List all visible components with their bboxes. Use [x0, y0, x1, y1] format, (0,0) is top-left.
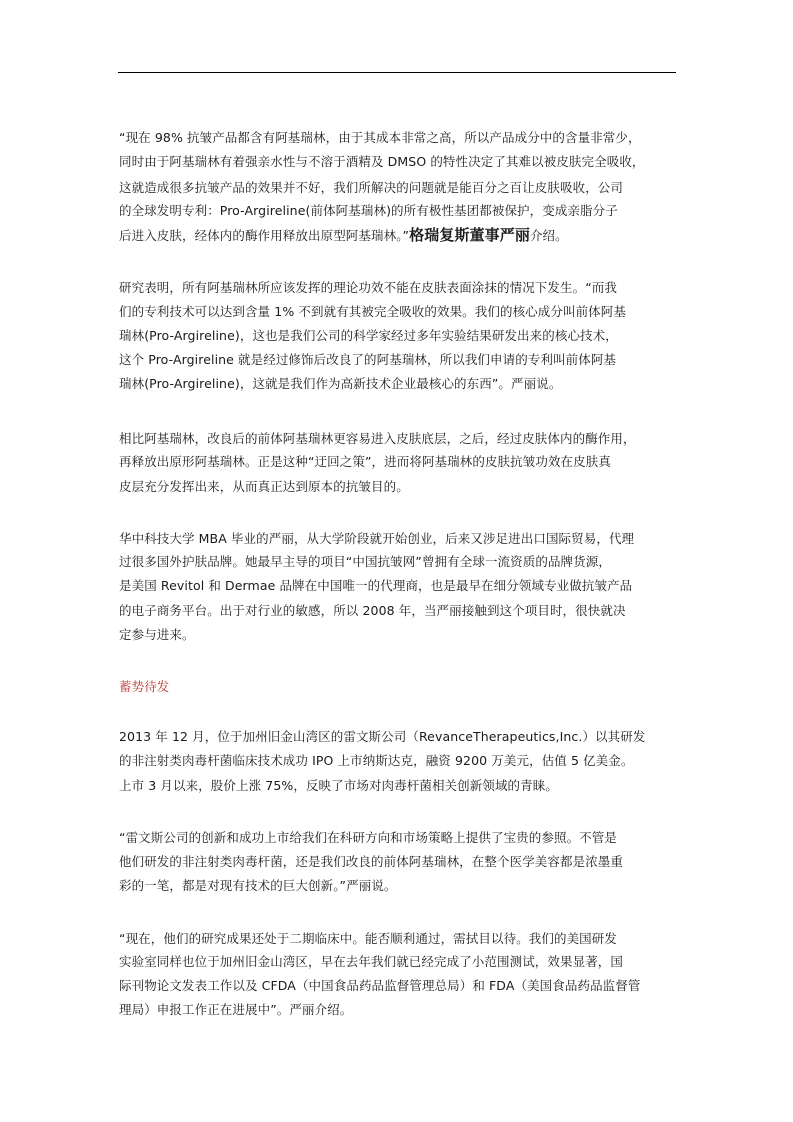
header-rule	[118, 72, 676, 73]
paragraph-5-line-1: 2013 年 12 月，位于加州旧金山湾区的雷文斯公司（RevanceTherapeutics,Inc.）以其研发	[119, 729, 646, 744]
paragraph-3-line-1: 相比阿基瑞林，改良后的前体阿基瑞林更容易进入皮肤底层，之后，经过皮肤体内的酶作用，	[119, 431, 636, 446]
paragraph-2-line-2: 们的专利技术可以达到含量 1% 不到就有其被完全吸收的效果。我们的核心成分叫前体阿基	[119, 304, 626, 319]
paragraph-4-line-2: 过很多国外护肤品牌。她最早主导的项目“中国抗皱网”曾拥有全球一流资质的品牌货源，	[119, 554, 611, 569]
paragraph-2-line-4: 这个 Pro-Argireline 就是经过修饰后改良了的阿基瑞林，所以我们申请的专利叫前体阿基	[119, 352, 617, 367]
paragraph-1-line-4: 的全球发明专利：Pro-Argireline(前体阿基瑞林)的所有极性基团都被保护，变成亲脂分子	[119, 203, 618, 218]
paragraph-2-line-3: 瑞林(Pro-Argireline)，这也是我们公司的科学家经过多年实验结果研发出来的核心技术，	[119, 328, 618, 343]
paragraph-1-line-5	[119, 227, 568, 244]
paragraph-7-line-2: 实验室同样也位于加州旧金山湾区，早在去年我们就已经完成了小范围测试，效果显著，国	[119, 954, 624, 969]
paragraph-5-line-3: 上市 3 月以来，股价上涨 75%，反映了市场对肉毒杆菌相关创新领域的青睐。	[119, 778, 558, 793]
paragraph-1-tail: 介绍。	[529, 228, 568, 243]
paragraph-3-line-3: 皮层充分发挥出来，从而真正达到原本的抗皱目的。	[119, 479, 409, 494]
paragraph-6-line-1: “雷文斯公司的创新和成功上市给我们在科研方向和市场策略上提供了宝贵的参照。不管是	[119, 830, 617, 845]
paragraph-6-line-2: 他们研发的非注射类肉毒杆菌，还是我们改良的前体阿基瑞林，在整个医学美容都是浓墨重	[119, 854, 624, 869]
paragraph-1-line-3: 这就造成很多抗皱产品的效果并不好，我们所解决的问题就是能百分之百让皮肤吸收，公司	[119, 180, 624, 195]
speaker-title: 格瑞复斯董事严丽	[409, 226, 530, 244]
paragraph-7-line-4: 理局）申报工作正在进展中”。严丽介绍。	[119, 1002, 353, 1017]
paragraph-7-line-3: 际刊物论文发表工作以及 CFDA（中国食品药品监督管理总局）和 FDA（美国食品药品监督管	[119, 978, 641, 993]
paragraph-1-line-1: “现在 98% 抗皱产品都含有阿基瑞林，由于其成本非常之高，所以产品成分中的含量非常少，	[119, 130, 641, 145]
paragraph-5-line-2: 的非注射类肉毒杆菌临床技术成功 IPO 上市纳斯达克，融资 9200 万美元，估值 5 亿美金。	[119, 753, 634, 768]
paragraph-6-line-3: 彩的一笔，都是对现有技术的巨大创新。”严丽说。	[119, 878, 397, 893]
paragraph-3-line-2: 再释放出原形阿基瑞林。正是这种“迂回之策”，进而将阿基瑞林的皮肤抗皱功效在皮肤真	[119, 454, 611, 469]
paragraph-2-line-1: 研究表明，所有阿基瑞林所应该发挥的理论功效不能在皮肤表面涂抹的情况下发生。“而我	[119, 280, 617, 295]
paragraph-4-line-1: 华中科技大学 MBA 毕业的严丽，从大学阶段就开始创业，后来又涉足进出口国际贸易，代理	[119, 531, 635, 546]
paragraph-1-line-5-text: 后进入皮肤，经体内的酶作用释放出原型阿基瑞林。”	[119, 228, 410, 243]
paragraph-1-line-2: 同时由于阿基瑞林有着强亲水性与不溶于酒精及 DMSO 的特性决定了其难以被皮肤完全吸收，	[119, 154, 645, 169]
paragraph-4-line-5: 定参与进来。	[119, 627, 195, 642]
paragraph-7-line-1: “现在，他们的研究成果还处于二期临床中。能否顺利通过，需拭目以待。我们的美国研发	[119, 931, 617, 946]
section-heading: 蓄势待发	[119, 679, 170, 694]
paragraph-4-line-4: 的电子商务平台。出于对行业的敏感，所以 2008 年，当严丽接触到这个项目时，很快就决	[119, 603, 626, 618]
paragraph-2-line-5: 瑞林(Pro-Argireline)，这就是我们作为高新技术企业最核心的东西”。严丽说。	[119, 376, 562, 391]
paragraph-4-line-3: 是美国 Revitol 和 Dermae 品牌在中国唯一的代理商，也是最早在细分领域专业做抗皱产品	[119, 578, 633, 593]
